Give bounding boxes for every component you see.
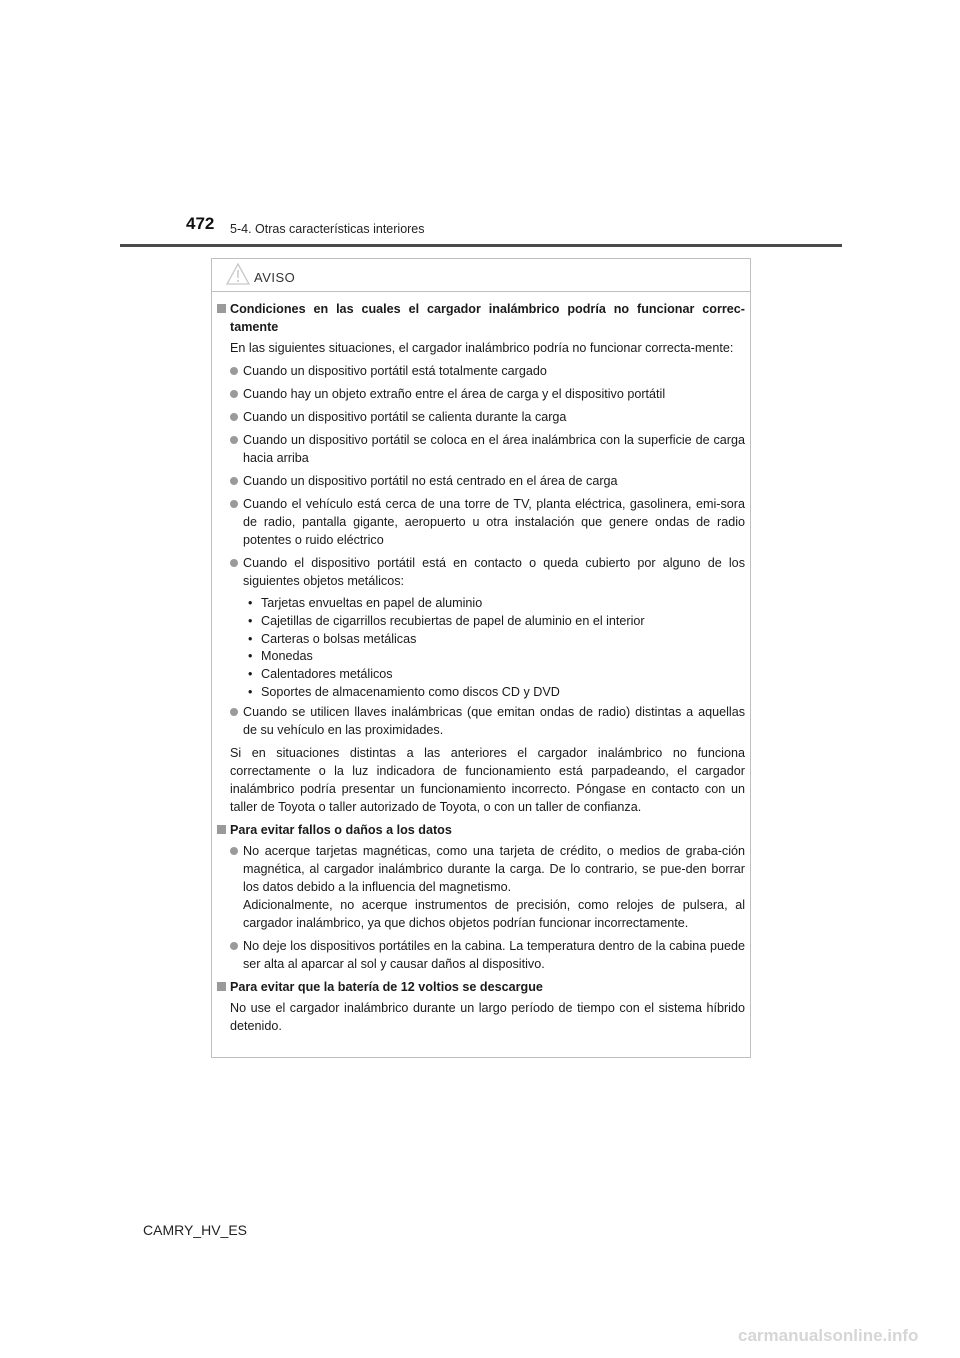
- header-rule: [120, 244, 842, 247]
- list-item: [217, 703, 745, 739]
- bullet-dot-icon: [230, 477, 238, 485]
- sub-list-item: • Calentadores metálicos: [217, 666, 745, 684]
- bullet-dot-icon: [230, 413, 238, 421]
- list-item-extra-text: Adicionalmente, no acerque instrumentos de precisión, como relojes de pulsera, al cargador inalámbrico, ya que dichos objetos podrían funcionar incorrectamente.: [243, 897, 745, 930]
- bullet-dot-icon: [230, 367, 238, 375]
- heading-text: Para evitar que la batería de 12 voltios se descargue: [230, 979, 543, 994]
- sub-list-item: • Monedas: [217, 648, 745, 666]
- intro-paragraph: En las siguientes situaciones, el cargador inalámbrico podría no funcionar correcta-mente:: [230, 341, 734, 355]
- bullet-dot-icon: [230, 847, 238, 855]
- list-item: [217, 362, 745, 380]
- list-item: [217, 842, 745, 932]
- list-item: [217, 431, 745, 467]
- body-paragraph: No use el cargador inalámbrico durante un largo período de tiempo con el sistema híbrido detenido.: [230, 1000, 745, 1033]
- list-item-text: Cuando hay un objeto extraño entre el área de carga y el dispositivo portátil: [243, 387, 666, 401]
- list-item-text: Cuando un dispositivo portátil no está centrado en el área de carga: [243, 474, 618, 488]
- warning-divider: [212, 291, 750, 292]
- list-item-text: No deje los dispositivos portátiles en la cabina. La temperatura dentro de la cabina puede ser alta al aparcar al sol y causar daños al dispositivo.: [243, 938, 745, 971]
- section-heading: [217, 978, 745, 996]
- list-item: [217, 554, 745, 590]
- section-heading: [217, 300, 745, 336]
- list-item: [217, 937, 745, 973]
- list-item-text: Cuando se utilicen llaves inalámbricas (que emitan ondas de radio) distintas a aquellas de su vehículo en las proximidades.: [243, 704, 745, 737]
- list-item: [217, 472, 745, 490]
- list-item-text: Cuando un dispositivo portátil se coloca en el área inalámbrica con la superficie de carga hacia arriba: [243, 433, 745, 465]
- bullet-dot-icon: [230, 559, 238, 567]
- page-number: 472: [186, 214, 215, 233]
- warning-box: [211, 258, 751, 1058]
- sub-list-item: • Soportes de almacenamiento como discos CD y DVD: [217, 684, 745, 702]
- watermark: carmanualsonline.info: [738, 1326, 919, 1345]
- footer-doc-code: CAMRY_HV_ES: [143, 1222, 248, 1238]
- list-item-text: Cuando un dispositivo portátil se calienta durante la carga: [243, 410, 567, 424]
- bullet-dot-icon: [230, 390, 238, 398]
- list-item: [217, 408, 745, 426]
- heading-square-icon: [217, 982, 226, 991]
- heading-text: Condiciones en las cuales el cargador inalámbrico podría no funcionar correc-tamente: [230, 302, 745, 334]
- bullet-dot-icon: [230, 500, 238, 508]
- sub-list-item: • Tarjetas envueltas en papel de aluminio: [217, 595, 745, 613]
- heading-square-icon: [217, 825, 226, 834]
- warning-label: AVISO: [254, 270, 296, 285]
- sub-list-item: • Cajetillas de cigarrillos recubiertas de papel de aluminio en el interior: [217, 613, 745, 631]
- list-item-text: Cuando el vehículo está cerca de una torre de TV, planta eléctrica, gasolinera, emi-sora de radio, pantalla gigante, aeropuerto u otra instalación que genere ondas de radio potentes o ruido eléctrico: [243, 497, 745, 547]
- list-item-text: No acerque tarjetas magnéticas, como una tarjeta de crédito, o medios de graba-ción magnética, al cargador inalámbrico durante la carga. De lo contrario, se pue-den borrar los datos debido a la influencia del magnetismo.: [243, 843, 745, 894]
- sub-list: [217, 595, 745, 702]
- bullet-dot-icon: [230, 942, 238, 950]
- heading-text: Para evitar fallos o daños a los datos: [230, 822, 452, 837]
- warning-content: [217, 300, 745, 1040]
- bullet-dot-icon: [230, 708, 238, 716]
- sub-list-item: • Carteras o bolsas metálicas: [217, 631, 745, 649]
- list-item: [217, 385, 745, 403]
- section-title: 5-4. Otras características interiores: [230, 222, 425, 236]
- list-item-text: Cuando el dispositivo portátil está en contacto o queda cubierto por alguno de los siguientes objetos metálicos:: [243, 556, 745, 588]
- heading-square-icon: [217, 304, 226, 313]
- list-item-text: Cuando un dispositivo portátil está totalmente cargado: [243, 364, 547, 378]
- list-item: [217, 495, 745, 549]
- bullet-dot-icon: [230, 436, 238, 444]
- section-heading: [217, 821, 745, 839]
- closing-paragraph: Si en situaciones distintas a las anteriores el cargador inalámbrico no funciona correctamente o la luz indicadora de funcionamiento está parpadeando, el cargador inalámbrico podría presentar un funcionamiento incorrecto. Póngase en contacto con un taller de Toyota o taller autorizado de Toyota, o con un taller de confianza.: [230, 745, 745, 814]
